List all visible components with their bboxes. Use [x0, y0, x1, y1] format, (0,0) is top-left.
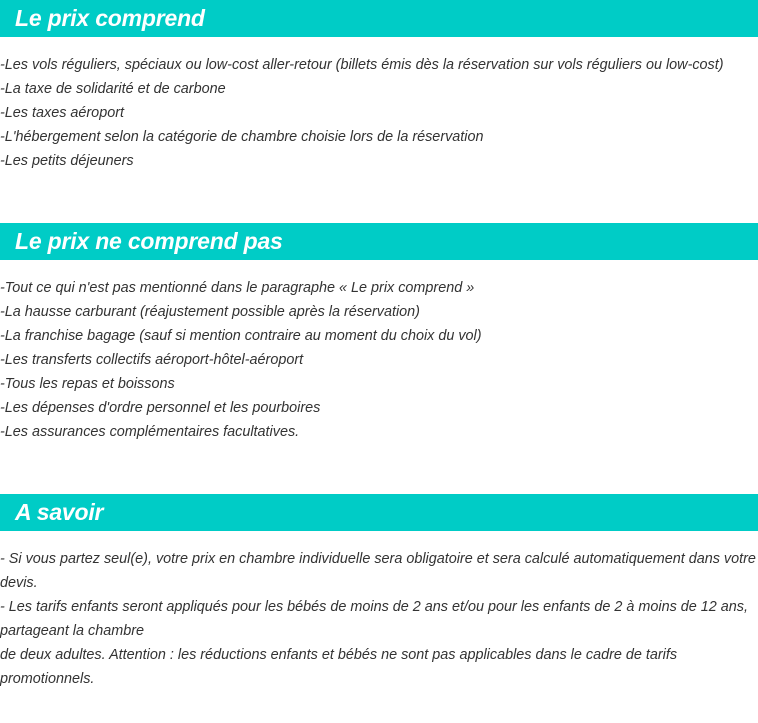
section-title: Le prix ne comprend pas	[15, 228, 283, 254]
list-item: -Les assurances complémentaires facultatives.	[0, 424, 300, 440]
section-price-includes	[0, 0, 758, 173]
list-item: - Les tarifs enfants seront appliqués pour les bébés de moins de 2 ans et/ou pour les enfants de 2 à moins de 12 ans, partageant la chambre	[0, 599, 748, 639]
section-title: A savoir	[15, 499, 104, 525]
section-title: Le prix comprend	[15, 5, 205, 31]
section-banner	[0, 0, 758, 37]
section-banner	[0, 494, 758, 531]
list-item: -Les taxes aéroport	[0, 105, 124, 121]
list-item: -La hausse carburant (réajustement possible après la réservation)	[0, 304, 420, 320]
excluded-list	[0, 276, 758, 444]
list-item: de deux adultes. Attention : les réductions enfants et bébés ne sont pas applicables dans le cadre de tarifs promotionnels.	[0, 647, 678, 687]
list-item: -L'hébergement selon la catégorie de chambre choisie lors de la réservation	[0, 129, 484, 145]
list-item: -La taxe de solidarité et de carbone	[0, 81, 226, 97]
section-banner	[0, 223, 758, 260]
list-item: - Si vous partez seul(e), votre prix en chambre individuelle sera obligatoire et sera calculé automatiquement dans votre devis.	[0, 551, 756, 591]
list-item: -Les dépenses d'ordre personnel et les pourboires	[0, 400, 321, 416]
included-list	[0, 53, 758, 173]
list-item: -Tout ce qui n'est pas mentionné dans le paragraphe « Le prix comprend »	[0, 280, 475, 296]
list-item: -Les transferts collectifs aéroport-hôtel-aéroport	[0, 352, 304, 368]
info-list	[0, 547, 758, 691]
section-good-to-know	[0, 494, 758, 691]
section-price-excludes	[0, 223, 758, 444]
list-item: -Tous les repas et boissons	[0, 376, 175, 392]
list-item: -Les petits déjeuners	[0, 153, 134, 169]
list-item: -La franchise bagage (sauf si mention contraire au moment du choix du vol)	[0, 328, 482, 344]
list-item: -Les vols réguliers, spéciaux ou low-cost aller-retour (billets émis dès la réservation sur vols réguliers ou low-cost)	[0, 57, 724, 73]
